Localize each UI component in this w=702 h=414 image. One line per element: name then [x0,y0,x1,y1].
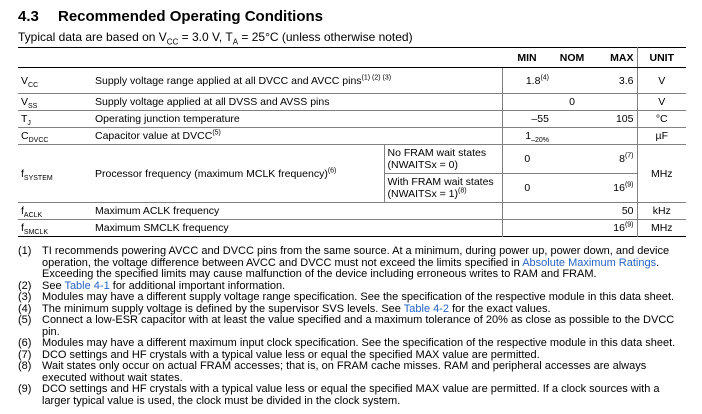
footnote-text: Wait states only occur on actual FRAM accesses; that is, on FRAM cache misses. RAM and peripheral accesses are always executed without wait states. [42,360,647,384]
cond-fsystem-2 [384,174,502,203]
footnote-text: DCO settings and HF crystals with a typical value less or equal the specified MAX value are permitted. [42,348,540,361]
max-tj: 105 [615,113,634,125]
text-b: . Exceeding the specified limits may cause malfunction of the device including erroneous writes to RAM and FRAM. [42,256,660,280]
min-sub: –20% [531,137,549,145]
desc-cdvcc [92,128,502,145]
min-vcc [502,68,552,94]
footnote-text: Modules may have a different supply voltage range specification. See the specification of the respective module in this data sheet. [42,291,675,303]
desc-note: (1) (2) (3) [361,74,392,81]
sym-sub: SS [28,103,38,111]
max-value: 8 [619,153,625,165]
table-row-tj [18,111,686,128]
section-number: 4.3 [18,8,39,25]
footnotes [18,246,688,407]
nom-fsystem-1 [552,145,592,174]
text-a: TI recommends powering AVCC and DVCC pins from the same source. At a minimum, during power up, power down, and device operation, the voltage difference between AVCC and DVCC must not exceed the limits specified in [42,245,670,269]
table-row-vss [18,94,686,111]
symbol-vcc [18,68,92,94]
footnote-label: (6) [18,337,32,349]
footnote-label: (5) [18,314,32,326]
max-vcc: 3.6 [618,74,634,87]
text-b: for the exact values. [449,302,551,315]
sym-sub: DVCC [28,137,49,145]
desc-text: Capacitor value at DVCC [95,130,213,142]
table-row-vcc [18,68,686,94]
section-heading [18,8,323,25]
footnote-8 [18,361,688,384]
min-value: 1 [525,130,532,142]
sym: V [21,96,29,108]
table-row-fsmclk [18,220,686,237]
desc-vcc [92,68,502,94]
intro-pre: Typical data are based on V [18,30,167,44]
footnote-label: (9) [18,383,32,395]
symbol-fsmclk [18,220,92,237]
footnote-label: (2) [18,279,32,292]
unit-cdvcc: µF [637,128,686,145]
nom-fsystem-2 [552,174,592,203]
table-row-faclk [18,203,686,220]
cond-note: (8) [458,187,467,195]
table-row-cdvcc [18,128,686,145]
sym: C [21,130,29,142]
sym: V [21,74,29,87]
max-note: (7) [624,152,634,160]
footnote-5 [18,315,688,338]
unit-vcc: V [637,68,686,94]
min-faclk [502,203,552,220]
symbol-cdvcc [18,128,92,145]
text-a: The minimum supply voltage is defined by the supervisor SVS levels. See [42,302,404,315]
max-fsystem-1 [592,145,637,174]
min-note: (4) [540,74,549,81]
footnote-label: (7) [18,348,32,361]
intro-text [18,30,413,47]
table-header-row [18,48,686,68]
desc-text: Supply voltage range applied at all DVCC and AVCC pins [95,74,362,87]
cond-text: No FRAM wait states (NWAITSx = 0) [387,147,487,171]
max-note: (9) [624,181,634,189]
unit-faclk: kHz [637,203,686,220]
nom-vss: 0 [569,96,575,108]
header-unit: UNIT [637,48,686,68]
min-fsmclk [502,220,552,237]
intro-post: = 25°C (unless otherwise noted) [238,30,413,44]
nom-fsmclk [552,220,592,237]
nom-faclk [552,203,592,220]
min-value: 1.8 [525,74,541,87]
unit-fsystem: MHz [637,145,686,203]
header-nom: NOM [552,48,592,68]
symbol-vss [18,94,92,111]
cond-text: With FRAM wait states (NWAITSx = 1) [387,176,494,200]
desc-note: (6) [327,167,337,174]
max-faclk: 50 [621,205,634,217]
symbol-tj [18,111,92,128]
min-tj: –55 [502,111,552,128]
footnote-text: Connect a low-ESR capacitor with at least the value specified and a maximum tolerance of 20% as close as possible to the DVCC pin. [42,314,675,338]
min-fsystem-1: 0 [502,145,552,174]
link-table-4-2[interactable]: Table 4-2 [403,302,450,315]
intro-vcc-sub: CC [166,37,179,47]
link-table-4-1[interactable]: Table 4-1 [64,279,110,292]
nom-cdvcc [552,128,592,145]
footnote-text: Modules may have a different maximum input clock specification. See the specification of the respective module in this data sheet. [42,337,676,349]
max-fsystem-2 [592,174,637,203]
sym: T [21,113,28,125]
symbol-fsystem [18,145,92,203]
symbol-faclk [18,203,92,220]
max-cdvcc [592,128,637,145]
sym-sub: J [27,120,31,128]
header-blank [18,48,502,68]
sym-sub: ACLK [23,212,43,220]
header-min: MIN [502,48,552,68]
desc-text: Processor frequency (maximum MCLK frequency) [95,167,328,180]
footnote-1 [18,246,688,281]
intro-ta-sub: A [232,37,239,47]
section-title: Recommended Operating Conditions [58,8,324,25]
min-fsystem-2: 0 [502,174,552,203]
cond-fsystem-1 [384,145,502,174]
operating-conditions-table [18,47,686,237]
min-cdvcc [502,128,552,145]
footnote-text [42,246,688,281]
header-max: MAX [592,48,637,68]
unit-tj: °C [637,111,686,128]
link-absolute-maximum-ratings[interactable]: Absolute Maximum Ratings [522,256,657,269]
sym: f [21,222,24,234]
sym: f [21,205,24,217]
max-note: (9) [624,221,634,229]
text-b: for additional important information. [109,279,286,292]
intro-mid: = 3.0 V, T [178,30,233,44]
desc-fsmclk: Maximum SMCLK frequency [95,222,229,234]
unit-fsmclk: MHz [637,220,686,237]
max-value: 16 [613,182,625,194]
footnote-label: (4) [18,302,32,315]
footnote-9 [18,384,688,407]
sym-sub: SMCLK [23,229,49,237]
desc-tj: Operating junction temperature [95,113,240,125]
desc-fsystem [92,145,384,203]
footnote-label: (3) [18,291,32,303]
nom-tj [552,111,592,128]
max-fsmclk [592,220,637,237]
sym-sub: SYSTEM [23,174,53,182]
desc-note: (5) [212,129,221,137]
nom-vcc [552,68,592,94]
min-vss [502,94,552,111]
table-row-fsystem-a [18,145,686,174]
sym: f [21,167,24,180]
text-a: See [42,279,65,292]
unit-vss: V [637,94,686,111]
max-value: 16 [613,222,625,234]
footnote-label: (1) [18,245,32,257]
footnote-text: DCO settings and HF crystals with a typical value less or equal the specified MAX value are permitted. If a clock sources with a larger typical value is used, the clock must be divided in the clock system. [42,383,660,407]
sym-sub: CC [28,81,39,89]
footnote-label: (8) [18,360,32,372]
desc-vss: Supply voltage applied at all DVSS and AVSS pins [95,96,330,108]
footnote-6 [18,338,688,350]
desc-faclk: Maximum ACLK frequency [95,205,220,217]
max-vss [592,94,637,111]
